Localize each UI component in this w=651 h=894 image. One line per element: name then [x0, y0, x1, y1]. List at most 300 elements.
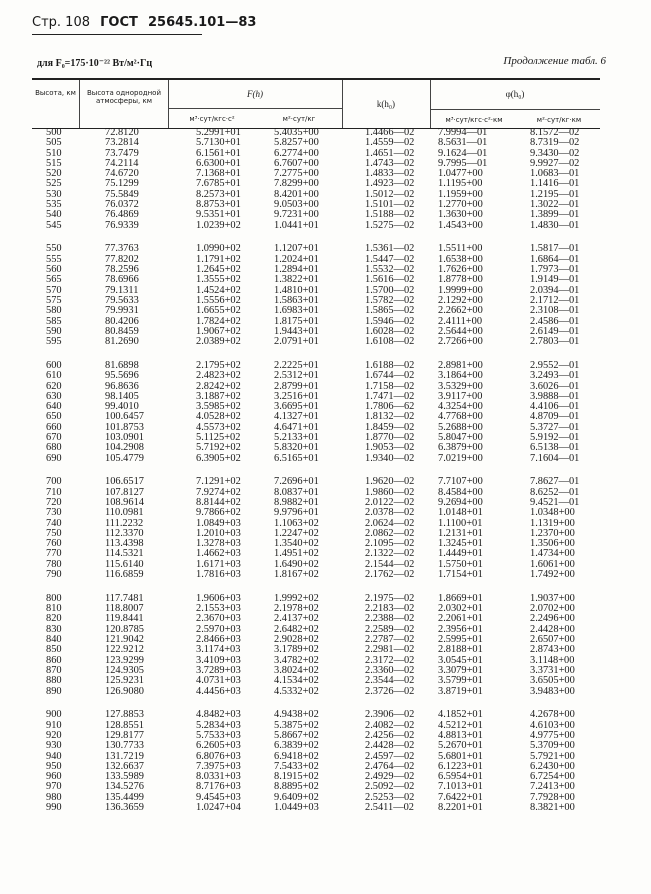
cell-height: 555	[46, 253, 62, 265]
cell-homogeneous-height: 110.0981	[105, 507, 144, 519]
cell-phi-kgs: 1.8778+00	[438, 274, 483, 286]
cell-phi-kgs: 9.7995—01	[438, 157, 488, 169]
cell-phi-kg: 9.3430—02	[530, 147, 580, 159]
cell-phi-kgs: 2.8981+00	[438, 359, 483, 371]
cell-phi-kg: 2.4428+00	[530, 623, 575, 635]
cell-F-h-kgs: 8.2573+01	[196, 188, 241, 200]
cell-k-h0: 1.5361—02	[365, 243, 415, 255]
cell-F-h-kg: 1.6490+02	[274, 558, 319, 570]
cell-homogeneous-height: 79.9931	[105, 305, 139, 317]
cell-F-h-kgs: 1.6655+02	[196, 305, 241, 317]
cell-k-h0: 2.5253—02	[365, 791, 415, 803]
cell-phi-kg: 4.8709—01	[530, 411, 580, 423]
cell-F-h-kgs: 1.3555+02	[196, 274, 241, 286]
cell-height: 530	[46, 188, 62, 200]
cell-F-h-kg: 9.0503+00	[274, 199, 319, 211]
cell-homogeneous-height: 115.6140	[105, 558, 144, 570]
cell-k-h0: 2.2787—02	[365, 634, 415, 646]
header-phi-unit2: м²·сут/кг·км	[536, 116, 582, 124]
cell-phi-kg: 1.4830—01	[530, 219, 580, 231]
cell-homogeneous-height: 129.8177	[105, 729, 144, 741]
cell-phi-kg: 2.0394—01	[530, 284, 580, 296]
cell-F-h-kgs: 4.4456+03	[196, 685, 241, 697]
cell-phi-kg: 1.2370+00	[530, 527, 575, 539]
cell-F-h-kgs: 2.8466+03	[196, 634, 241, 646]
cell-height: 750	[46, 527, 62, 539]
cell-phi-kg: 1.9037+00	[530, 592, 575, 604]
cell-phi-kg: 7.2413+00	[530, 781, 575, 793]
cell-homogeneous-height: 136.3659	[105, 802, 144, 814]
cell-homogeneous-height: 121.9042	[105, 634, 144, 646]
cell-phi-kgs: 3.5329+00	[438, 380, 483, 392]
table-row	[32, 454, 600, 464]
table-continuation-label: Продолжение табл. 6	[503, 55, 606, 67]
cell-homogeneous-height: 74.2114	[105, 157, 139, 169]
cell-phi-kgs: 1.0477+00	[438, 168, 483, 180]
header-homogeneous-height: Высота однородной атмосферы, км	[86, 89, 161, 105]
cell-k-h0: 2.4929—02	[365, 771, 415, 783]
cell-phi-kgs: 3.9117+00	[438, 390, 483, 402]
cell-phi-kgs: 3.1864+00	[438, 370, 483, 382]
cell-k-h0: 2.5092—02	[365, 781, 415, 793]
cell-F-h-kgs: 1.3278+03	[196, 538, 241, 550]
cell-F-h-kgs: 4.5573+02	[196, 421, 241, 433]
cell-F-h-kgs: 1.9067+02	[196, 325, 241, 337]
cell-k-h0: 2.2183—02	[365, 603, 415, 615]
cell-height: 740	[46, 517, 62, 529]
cell-phi-kg: 6.7254+00	[530, 771, 575, 783]
cell-F-h-kg: 7.8299+00	[274, 178, 319, 190]
cell-homogeneous-height: 99.4010	[105, 401, 139, 413]
cell-homogeneous-height: 131.7219	[105, 750, 144, 762]
table-row	[32, 221, 600, 231]
row-group	[32, 594, 600, 697]
cell-F-h-kg: 3.6695+01	[274, 401, 319, 413]
cell-height: 540	[46, 209, 62, 221]
cell-phi-kgs: 6.1223+01	[438, 760, 483, 772]
cell-F-h-kgs: 5.7130+01	[196, 137, 241, 149]
cell-k-h0: 1.9053—02	[365, 442, 415, 454]
cell-phi-kgs: 2.1292+00	[438, 294, 483, 306]
cell-phi-kgs: 1.9999+00	[438, 284, 483, 296]
cell-F-h-kgs: 2.3670+03	[196, 613, 241, 625]
cell-homogeneous-height: 128.8551	[105, 719, 144, 731]
row-group	[32, 361, 600, 464]
cell-height: 545	[46, 219, 62, 231]
cell-homogeneous-height: 79.5633	[105, 294, 139, 306]
cell-k-h0: 2.2981—02	[365, 644, 415, 656]
cell-k-h0: 1.5946—02	[365, 315, 415, 327]
cell-F-h-kgs: 1.4524+02	[196, 284, 241, 296]
cell-k-h0: 1.6028—02	[365, 325, 415, 337]
table-row	[32, 803, 600, 813]
cell-phi-kg: 1.3022—01	[530, 199, 580, 211]
cell-height: 510	[46, 147, 62, 159]
cell-height: 770	[46, 548, 62, 560]
cell-F-h-kgs: 9.7866+02	[196, 507, 241, 519]
cell-k-h0: 2.5411—02	[365, 802, 414, 814]
cell-F-h-kgs: 4.8482+03	[196, 709, 241, 721]
cell-phi-kg: 2.9552—01	[530, 359, 580, 371]
cell-phi-kgs: 5.6801+01	[438, 750, 483, 762]
cell-phi-kg: 1.6061+00	[530, 558, 575, 570]
cell-height: 730	[46, 507, 62, 519]
cell-F-h-kgs: 7.3975+03	[196, 760, 241, 772]
cell-homogeneous-height: 126.9080	[105, 685, 144, 697]
cell-k-h0: 2.1095—02	[365, 538, 415, 550]
cell-homogeneous-height: 114.5321	[105, 548, 144, 560]
cell-k-h0: 1.7158—02	[365, 380, 415, 392]
cell-F-h-kg: 4.9438+02	[274, 709, 319, 721]
page-number: Стр. 108	[32, 15, 90, 30]
cell-homogeneous-height: 80.4206	[105, 315, 139, 327]
cell-homogeneous-height: 73.2814	[105, 137, 139, 149]
cell-phi-kg: 1.7492+00	[530, 569, 575, 581]
cell-phi-kgs: 1.1959+00	[438, 188, 483, 200]
cell-F-h-kgs: 5.2834+03	[196, 719, 241, 731]
cell-k-h0: 2.1975—02	[365, 592, 415, 604]
cell-phi-kg: 3.1148+00	[530, 654, 575, 666]
cell-F-h-kgs: 1.0247+04	[196, 802, 241, 814]
cell-phi-kg: 1.1416—01	[530, 178, 580, 190]
cell-k-h0: 2.4597—02	[365, 750, 415, 762]
cell-k-h0: 1.8132—02	[365, 411, 415, 423]
cell-homogeneous-height: 113.4398	[105, 538, 144, 550]
cell-F-h-kgs: 9.4545+03	[196, 791, 241, 803]
cell-F-h-kg: 8.1915+02	[274, 771, 319, 783]
cell-F-h-kg: 7.5433+02	[274, 760, 319, 772]
cell-height: 890	[46, 685, 62, 697]
cell-F-h-kg: 1.4810+01	[274, 284, 319, 296]
cell-height: 810	[46, 603, 62, 615]
cell-F-h-kg: 1.5863+01	[274, 294, 319, 306]
cell-F-h-kg: 8.4201+00	[274, 188, 319, 200]
cell-phi-kg: 1.6864—01	[530, 253, 580, 265]
cell-F-h-kg: 6.3839+02	[274, 740, 319, 752]
cell-height: 940	[46, 750, 62, 762]
cell-height: 830	[46, 623, 62, 635]
cell-height: 600	[46, 359, 62, 371]
cell-phi-kgs: 7.0219+00	[438, 452, 483, 464]
cell-F-h-kg: 8.8895+02	[274, 781, 319, 793]
cell-F-h-kg: 2.0791+01	[274, 336, 319, 348]
cell-phi-kg: 2.4586—01	[530, 315, 580, 327]
cell-F-h-kgs: 2.1795+02	[196, 359, 241, 371]
cell-height: 500	[46, 127, 62, 138]
cell-phi-kg: 2.6149—01	[530, 325, 580, 337]
cell-F-h-kg: 3.1789+02	[274, 644, 319, 656]
cell-F-h-kgs: 1.2010+03	[196, 527, 241, 539]
cell-phi-kgs: 4.3254+00	[438, 401, 483, 413]
cell-height: 560	[46, 264, 62, 276]
cell-k-h0: 2.1762—02	[365, 569, 415, 581]
cell-F-h-kgs: 5.2991+01	[196, 127, 241, 138]
cell-phi-kgs: 2.0302+01	[438, 603, 483, 615]
cell-k-h0: 1.4923—02	[365, 178, 415, 190]
subheader-rule	[168, 108, 342, 109]
header-phi-h0: φ(h₀)	[505, 89, 525, 99]
cell-height: 670	[46, 432, 62, 444]
cell-homogeneous-height: 78.6966	[105, 274, 139, 286]
cell-height: 535	[46, 199, 62, 211]
cell-height: 760	[46, 538, 62, 550]
cell-F-h-kgs: 2.0389+02	[196, 336, 241, 348]
cell-homogeneous-height: 78.2596	[105, 264, 139, 276]
cell-phi-kgs: 2.8188+01	[438, 644, 483, 656]
cell-F-h-kg: 5.2133+01	[274, 432, 319, 444]
cell-F-h-kg: 8.0837+01	[274, 486, 319, 498]
cell-height: 585	[46, 315, 62, 327]
cell-height: 630	[46, 390, 62, 402]
cell-F-h-kg: 6.9418+02	[274, 750, 319, 762]
cell-F-h-kgs: 6.8076+03	[196, 750, 241, 762]
cell-F-h-kg: 5.4035+00	[274, 127, 319, 138]
cell-F-h-kg: 1.9992+02	[274, 592, 319, 604]
cell-F-h-kg: 7.2775+00	[274, 168, 319, 180]
cell-phi-kg: 1.7973—01	[530, 264, 580, 276]
cell-phi-kg: 9.9927—02	[530, 157, 580, 169]
cell-k-h0: 1.6744—02	[365, 370, 415, 382]
header-rule	[32, 34, 202, 35]
cell-phi-kg: 1.1319+00	[530, 517, 575, 529]
cell-homogeneous-height: 122.9212	[105, 644, 144, 656]
cell-k-h0: 1.5188—02	[365, 209, 415, 221]
standard-label: ГОСТ	[100, 15, 138, 30]
cell-k-h0: 1.6188—02	[365, 359, 415, 371]
cell-phi-kgs: 1.8669+01	[438, 592, 483, 604]
cell-height: 610	[46, 370, 62, 382]
cell-height: 515	[46, 157, 62, 169]
cell-homogeneous-height: 98.1405	[105, 390, 139, 402]
cell-phi-kgs: 2.3956+01	[438, 623, 483, 635]
cell-phi-kg: 4.9775+00	[530, 729, 575, 741]
cell-k-h0: 1.9340—02	[365, 452, 415, 464]
cell-homogeneous-height: 105.4779	[105, 452, 144, 464]
cell-phi-kg: 2.3108—01	[530, 305, 580, 317]
cell-phi-kgs: 5.2670+01	[438, 740, 483, 752]
cell-phi-kg: 8.1572—02	[530, 127, 580, 138]
cell-k-h0: 1.9620—02	[365, 476, 415, 488]
cell-F-h-kgs: 9.5351+01	[196, 209, 241, 221]
cell-homogeneous-height: 73.7479	[105, 147, 139, 159]
cell-F-h-kgs: 5.7192+02	[196, 442, 241, 454]
cell-k-h0: 1.5101—02	[365, 199, 415, 211]
cell-height: 920	[46, 729, 62, 741]
cell-phi-kgs: 9.1624—01	[438, 147, 488, 159]
cell-F-h-kgs: 6.2605+03	[196, 740, 241, 752]
cell-k-h0: 2.0122—02	[365, 497, 415, 508]
cell-homogeneous-height: 125.9231	[105, 675, 144, 687]
row-group	[32, 477, 600, 580]
cell-homogeneous-height: 118.8007	[105, 603, 144, 615]
cell-F-h-kg: 2.5312+01	[274, 370, 319, 382]
cell-F-h-kgs: 8.0331+03	[196, 771, 241, 783]
table-body	[32, 128, 600, 827]
cell-height: 640	[46, 401, 62, 413]
cell-k-h0: 1.5865—02	[365, 305, 415, 317]
cell-height: 660	[46, 421, 62, 433]
cell-phi-kg: 3.6026—01	[530, 380, 580, 392]
cell-F-h-kgs: 1.7816+03	[196, 569, 241, 581]
cell-k-h0: 1.4743—02	[365, 157, 415, 169]
cell-height: 575	[46, 294, 62, 306]
cell-homogeneous-height: 76.9339	[105, 219, 139, 231]
cell-phi-kg: 6.5138—01	[530, 442, 580, 454]
cell-k-h0: 2.0624—02	[365, 517, 415, 529]
cell-phi-kgs: 9.2694+00	[438, 497, 483, 508]
cell-homogeneous-height: 135.4499	[105, 791, 144, 803]
cell-homogeneous-height: 75.5849	[105, 188, 139, 200]
cell-height: 700	[46, 476, 62, 488]
cell-phi-kg: 1.3506+00	[530, 538, 575, 550]
cell-phi-kg: 1.3899—01	[530, 209, 580, 221]
cell-height: 780	[46, 558, 62, 570]
cell-k-h0: 1.5616—02	[365, 274, 415, 286]
cell-phi-kg: 1.0348+00	[530, 507, 575, 519]
cell-phi-kgs: 2.5644+00	[438, 325, 483, 337]
cell-phi-kgs: 4.5212+01	[438, 719, 483, 731]
cell-F-h-kg: 7.2696+01	[274, 476, 319, 488]
header-height: Высота, км	[35, 89, 76, 97]
cell-phi-kg: 2.8743+00	[530, 644, 575, 656]
cell-phi-kg: 3.3731+00	[530, 664, 575, 676]
cell-F-h-kg: 1.0449+03	[274, 802, 319, 814]
cell-F-h-kgs: 4.0528+02	[196, 411, 241, 423]
cell-phi-kg: 9.4521—01	[530, 497, 580, 508]
cell-homogeneous-height: 117.7481	[105, 592, 144, 604]
cell-F-h-kg: 1.9443+01	[274, 325, 319, 337]
cell-phi-kgs: 1.2131+01	[438, 527, 483, 539]
cell-height: 860	[46, 654, 62, 666]
cell-F-h-kgs: 5.7533+03	[196, 729, 241, 741]
cell-F-h-kg: 4.5332+02	[274, 685, 319, 697]
cell-height: 820	[46, 613, 62, 625]
cell-phi-kgs: 2.2662+00	[438, 305, 483, 317]
cell-homogeneous-height: 72.8120	[105, 127, 139, 138]
cell-F-h-kgs: 4.0731+03	[196, 675, 241, 687]
cell-k-h0: 2.3172—02	[365, 654, 415, 666]
cell-phi-kg: 2.2496+00	[530, 613, 575, 625]
cell-phi-kg: 2.7803—01	[530, 336, 580, 348]
table-condition: для F₀=175·10⁻²² Вт/м²·Гц	[37, 58, 153, 69]
cell-height: 580	[46, 305, 62, 317]
cell-k-h0: 1.9860—02	[365, 486, 415, 498]
cell-k-h0: 1.8459—02	[365, 421, 415, 433]
cell-phi-kg: 5.7921+00	[530, 750, 575, 762]
cell-k-h0: 2.3726—02	[365, 685, 415, 697]
cell-height: 680	[46, 442, 62, 454]
cell-phi-kgs: 3.5799+01	[438, 675, 483, 687]
cell-phi-kg: 3.9888—01	[530, 390, 580, 402]
cell-k-h0: 1.4833—02	[365, 168, 415, 180]
cell-F-h-kg: 3.2516+01	[274, 390, 319, 402]
cell-height: 570	[46, 284, 62, 296]
standard-number: 25645.101—83	[148, 15, 257, 30]
cell-k-h0: 2.4082—02	[365, 719, 415, 731]
cell-F-h-kgs: 1.0849+03	[196, 517, 241, 529]
cell-F-h-kgs: 1.0239+02	[196, 219, 241, 231]
cell-k-h0: 1.4559—02	[365, 137, 415, 149]
cell-homogeneous-height: 107.8127	[105, 486, 144, 498]
cell-F-h-kgs: 5.1125+02	[196, 432, 241, 444]
cell-F-h-kgs: 1.2645+02	[196, 264, 241, 276]
cell-phi-kg: 8.7319—02	[530, 137, 580, 149]
cell-height: 650	[46, 411, 62, 423]
cell-F-h-kg: 2.6482+02	[274, 623, 319, 635]
cell-k-h0: 1.5782—02	[365, 294, 415, 306]
table-row	[32, 687, 600, 697]
cell-phi-kgs: 1.1195+00	[438, 178, 483, 190]
cell-height: 690	[46, 452, 62, 464]
subheader-rule	[430, 109, 600, 110]
cell-phi-kgs: 5.2688+00	[438, 421, 483, 433]
cell-k-h0: 1.4651—02	[365, 147, 415, 159]
cell-phi-kgs: 8.4584+00	[438, 486, 483, 498]
cell-k-h0: 1.5700—02	[365, 284, 415, 296]
cell-F-h-kg: 9.7231+00	[274, 209, 319, 221]
cell-k-h0: 2.3906—02	[365, 709, 415, 721]
cell-height: 910	[46, 719, 62, 731]
cell-phi-kgs: 1.5511+00	[438, 243, 483, 255]
cell-phi-kg: 1.4734+00	[530, 548, 575, 560]
cell-F-h-kgs: 1.1791+02	[196, 253, 241, 265]
cell-phi-kg: 7.1604—01	[530, 452, 580, 464]
cell-phi-kgs: 7.1013+01	[438, 781, 483, 793]
cell-homogeneous-height: 101.8753	[105, 421, 144, 433]
cell-F-h-kg: 1.8167+02	[274, 569, 319, 581]
cell-F-h-kg: 9.6409+02	[274, 791, 319, 803]
cell-k-h0: 2.4256—02	[365, 729, 415, 741]
cell-F-h-kgs: 1.7824+02	[196, 315, 241, 327]
cell-F-h-kg: 3.8024+02	[274, 664, 319, 676]
cell-homogeneous-height: 81.6898	[105, 359, 139, 371]
cell-F-h-kgs: 1.0990+02	[196, 243, 241, 255]
cell-phi-kg: 2.1712—01	[530, 294, 580, 306]
cell-k-h0: 2.0862—02	[365, 527, 415, 539]
cell-F-h-kg: 1.3540+02	[274, 538, 319, 550]
cell-F-h-kg: 1.3822+01	[274, 274, 319, 286]
cell-F-h-kgs: 6.3905+02	[196, 452, 241, 464]
cell-F-h-kg: 4.1327+01	[274, 411, 319, 423]
cell-F-h-kg: 5.3875+02	[274, 719, 319, 731]
cell-F-h-kgs: 8.8753+01	[196, 199, 241, 211]
cell-k-h0: 2.1322—02	[365, 548, 415, 560]
cell-height: 620	[46, 380, 62, 392]
cell-height: 970	[46, 781, 62, 793]
cell-phi-kgs: 6.5954+01	[438, 771, 483, 783]
cell-k-h0: 2.2388—02	[365, 613, 415, 625]
cell-phi-kg: 4.2678+00	[530, 709, 575, 721]
cell-homogeneous-height: 119.8441	[105, 613, 144, 625]
cell-F-h-kgs: 1.5556+02	[196, 294, 241, 306]
cell-phi-kgs: 2.2061+01	[438, 613, 483, 625]
header-k-h0: k(h₀)	[376, 99, 396, 109]
cell-F-h-kgs: 2.4823+02	[196, 370, 241, 382]
cell-F-h-kg: 2.2225+01	[274, 359, 319, 371]
cell-homogeneous-height: 100.6457	[105, 411, 144, 423]
cell-height: 870	[46, 664, 62, 676]
cell-phi-kg: 1.5817—01	[530, 243, 580, 255]
cell-phi-kgs: 2.4111+00	[438, 315, 483, 327]
cell-homogeneous-height: 123.9299	[105, 654, 144, 666]
cell-phi-kgs: 4.1852+01	[438, 709, 483, 721]
cell-height: 960	[46, 771, 62, 783]
table-header	[32, 78, 600, 129]
cell-homogeneous-height: 127.8853	[105, 709, 144, 721]
cell-F-h-kgs: 7.9274+02	[196, 486, 241, 498]
cell-phi-kgs: 5.8047+00	[438, 432, 483, 444]
cell-homogeneous-height: 132.6637	[105, 760, 144, 772]
